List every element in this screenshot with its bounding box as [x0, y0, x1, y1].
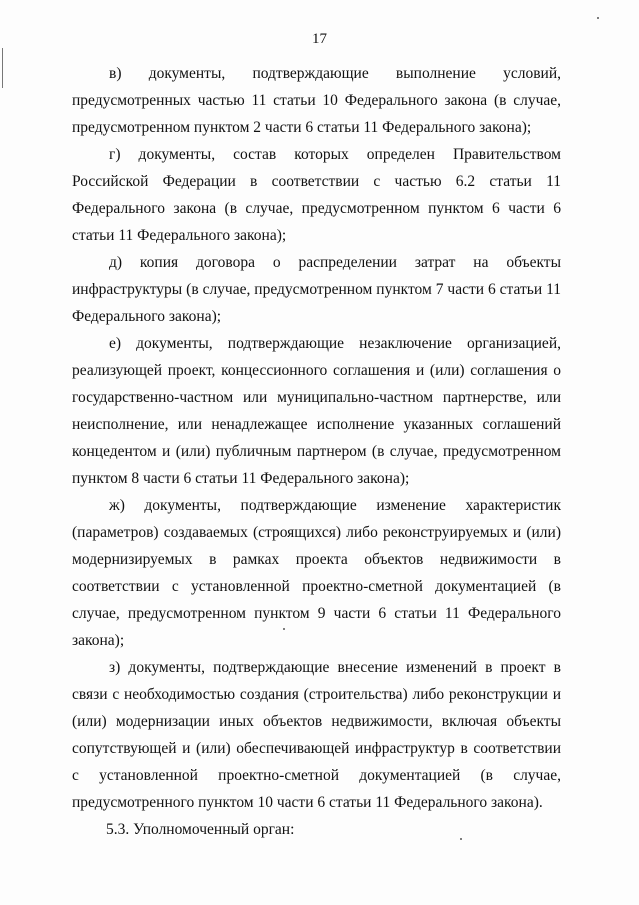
- paragraph-z: з) документы, подтверждающие внесение изменений в проект в связи с необходимостью создания (строительства) либо реконструкции и (или) модернизации иных объектов недвижимости, включая объекты сопутствующей и (или) обеспечивающей инфраструктур в соответствии с установленной проектно-сметной документацией (в случае, предусмотренного пунктом 10 части 6 статьи 11 Федерального закона).: [72, 659, 561, 811]
- paragraph-zh: ж) документы, подтверждающие изменение характеристик (параметров) создаваемых (строящихся) либо реконструируемых и (или) модернизируемых в рамках проекта объектов недвижимости в соответствии с установленной проектно-сметной документацией (в случае, предусмотренном пунктом 9 части 6 статьи 11 Федерального закона);: [72, 497, 561, 649]
- paragraph-e: е) документы, подтверждающие незаключение организацией, реализующей проект, концессионного соглашения и (или) соглашения о государственно-частном или муниципально-частном партнерстве, или неисполнение, или ненадлежащее исполнение указанных соглашений концедентом и (или) публичным партнером (в случае, предусмотренном пунктом 8 части 6 статьи 11 Федерального закона);: [72, 335, 561, 487]
- scan-speck: [283, 628, 285, 630]
- section-heading-5-3: 5.3. Уполномоченный орган:: [106, 821, 295, 838]
- scan-speck: [460, 838, 462, 840]
- paragraph-v: в) документы, подтверждающие выполнение условий, предусмотренных частью 11 статьи 10 Федерального закона (в случае, предусмотренном пунктом 2 части 6 статьи 11 Федерального закона);: [72, 65, 561, 136]
- document-body: [72, 60, 561, 843]
- scan-speck: [597, 17, 599, 19]
- paragraph-g: г) документы, состав которых определен Правительством Российской Федерации в соответствии с частью 6.2 статьи 11 Федерального закона (в случае, предусмотренном пунктом 6 части 6 статьи 11 Федерального закона);: [72, 146, 561, 244]
- scan-edge-mark: [2, 48, 3, 88]
- page-number: 17: [312, 31, 327, 47]
- paragraph-d: д) копия договора о распределении затрат на объекты инфраструктуры (в случае, предусмотренном пунктом 7 части 6 статьи 11 Федерального закона);: [72, 254, 561, 325]
